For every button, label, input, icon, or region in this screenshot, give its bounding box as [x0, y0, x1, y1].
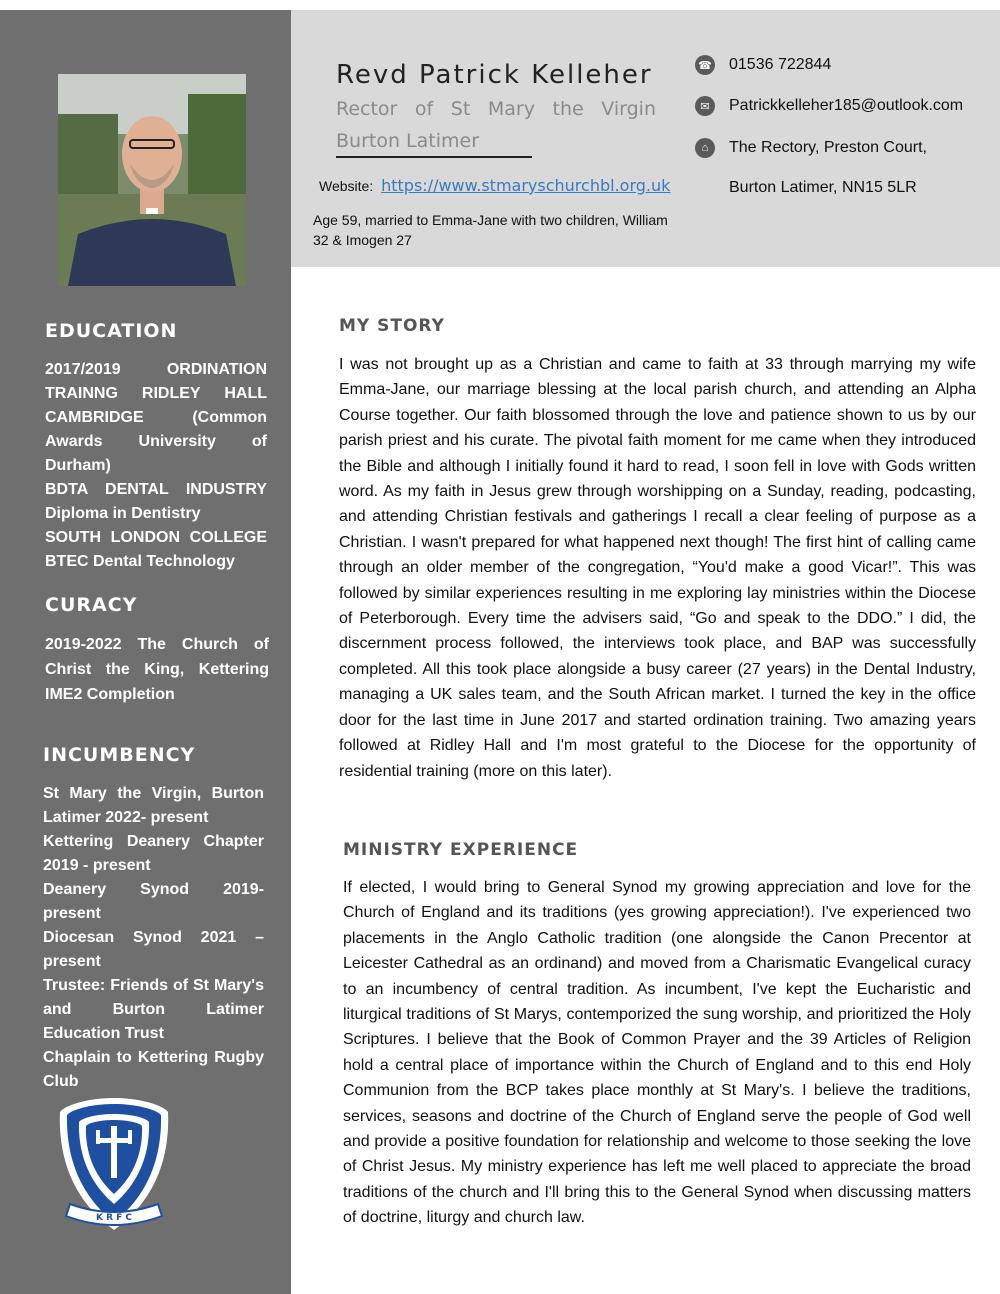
curacy-item: 2019-2022 The Church of Christ the King, Kettering IME2 Completion [45, 636, 269, 703]
family-info: Age 59, married to Emma-Jane with two children, William 32 & Imogen 27 [313, 212, 668, 248]
email-icon: ✉ [695, 96, 715, 116]
contact-address-2 [729, 179, 917, 197]
education-item: SOUTH LONDON COLLEGE BTEC Dental Technology [45, 529, 267, 570]
incumbency-item: Trustee: Friends of St Mary's and Burton Latimer Education Trust [43, 977, 264, 1042]
incumbency-item: St Mary the Virgin, Burton Latimer 2022- present [43, 785, 264, 826]
education-item: 2017/2019 ORDINATION TRAINNG RIDLEY HALL CAMBRIDGE (Common Awards University of Durham) [45, 361, 267, 474]
contact-email [695, 96, 963, 116]
incumbency-item: Chaplain to Kettering Rugby Club [43, 1049, 264, 1090]
person-name: Revd Patrick Kelleher [336, 60, 653, 90]
curacy-heading: CURACY [45, 594, 138, 616]
crest-letters: K R F C [95, 1213, 133, 1223]
address-line-2: Burton Latimer, NN15 5LR [729, 179, 917, 196]
role-title: Rector of St Mary the Virgin [336, 98, 656, 120]
incumbency-item: Kettering Deanery Chapter 2019 - present [43, 833, 264, 874]
ministry-heading: MINISTRY EXPERIENCE [343, 840, 579, 860]
website-label: Website: [319, 178, 374, 194]
website-line [319, 176, 670, 195]
rugby-club-crest [56, 1096, 172, 1232]
address-line-1: The Rectory, Preston Court, [729, 139, 927, 156]
email-address[interactable]: Patrickkelleher185@outlook.com [729, 97, 964, 114]
website-link[interactable]: https://www.stmaryschurchbl.org.uk [381, 176, 671, 195]
education-list [45, 358, 267, 574]
contact-phone [695, 55, 831, 75]
education-heading: EDUCATION [45, 320, 178, 342]
incumbency-item: Deanery Synod 2019- present [43, 881, 264, 922]
curacy-list [45, 632, 269, 707]
incumbency-item: Diocesan Synod 2021 – present [43, 929, 264, 970]
story-heading: MY STORY [339, 316, 445, 336]
role-location: Burton Latimer [336, 130, 532, 158]
contact-address [695, 138, 927, 158]
incumbency-heading: INCUMBENCY [43, 744, 196, 766]
story-text: I was not brought up as a Christian and came to faith at 33 through marrying my wife Emma-Jane, our marriage blessing at the local parish church, and attending an Alpha Course together. Our faith blossomed through the love and patience shown to us by our parish priest and his curate. The pivotal faith moment for me came when they introduced the Bible and although I initially found it hard to read, I soon fell in love with Gods written word. As my faith in Jesus grew through worshipping on a Sunday, reading, podcasting, and attending Christian festivals and gatherings I recall a clear feeling of purpose as a Christian. I wasn't prepared for what happened next though! The first hint of calling came through an older member of the congregation, “You'd make a good Vicar!”. This was followed by similar experiences resulting in me exploring lay ministries within the Diocese of Peterborough. Every time the advisers said, “Go and speak to the DDO.” I did, the discernment process followed, the interviews took place, and BAP was successfully completed. All this took place alongside a busy career (27 years) in the Dental Industry, managing a UK sales team, and the South African market. I turned the key in the office door for the last time in June 2017 and started ordination training. Two amazing years followed at Ridley Hall and I'm most grateful to the Diocese for the opportunity of residential training (more on this later). [339, 356, 976, 780]
incumbency-list [43, 782, 264, 1094]
phone-icon: ☎ [695, 55, 715, 75]
phone-number: 01536 722844 [729, 56, 832, 73]
ministry-text: If elected, I would bring to General Synod my growing appreciation and love for the Church of England and its traditions (yes growing appreciation!). I've experienced two placements in the Anglo Catholic tradition (one alongside the Canon Precentor at Leicester Cathedral as an ordinand) and moved from a Charismatic Evangelical curacy to an incumbency of central tradition. As incumbent, I've kept the Eucharistic and liturgical traditions of St Marys, contemporized the sung worship, and prioritized the Holy Scriptures. I believe that the Book of Common Prayer and the 39 Articles of Religion hold a central place of importance within the Church of England and to this end Holy Communion from the BCP takes place monthly at St Mary's. I believe the traditions, services, seasons and doctrine of the Church of England serve the people of God well and provide a positive foundation for relationship and welcome to those seeking the love of Christ Jesus. My ministry experience has left me well placed to appreciate the broad traditions of the church and I'll bring this to the General Synod when discussing matters of doctrine, liturgy and church law. [343, 879, 971, 1227]
education-item: BDTA DENTAL INDUSTRY Diploma in Dentistry [45, 481, 267, 522]
profile-photo [58, 74, 246, 286]
home-icon: ⌂ [695, 138, 715, 158]
